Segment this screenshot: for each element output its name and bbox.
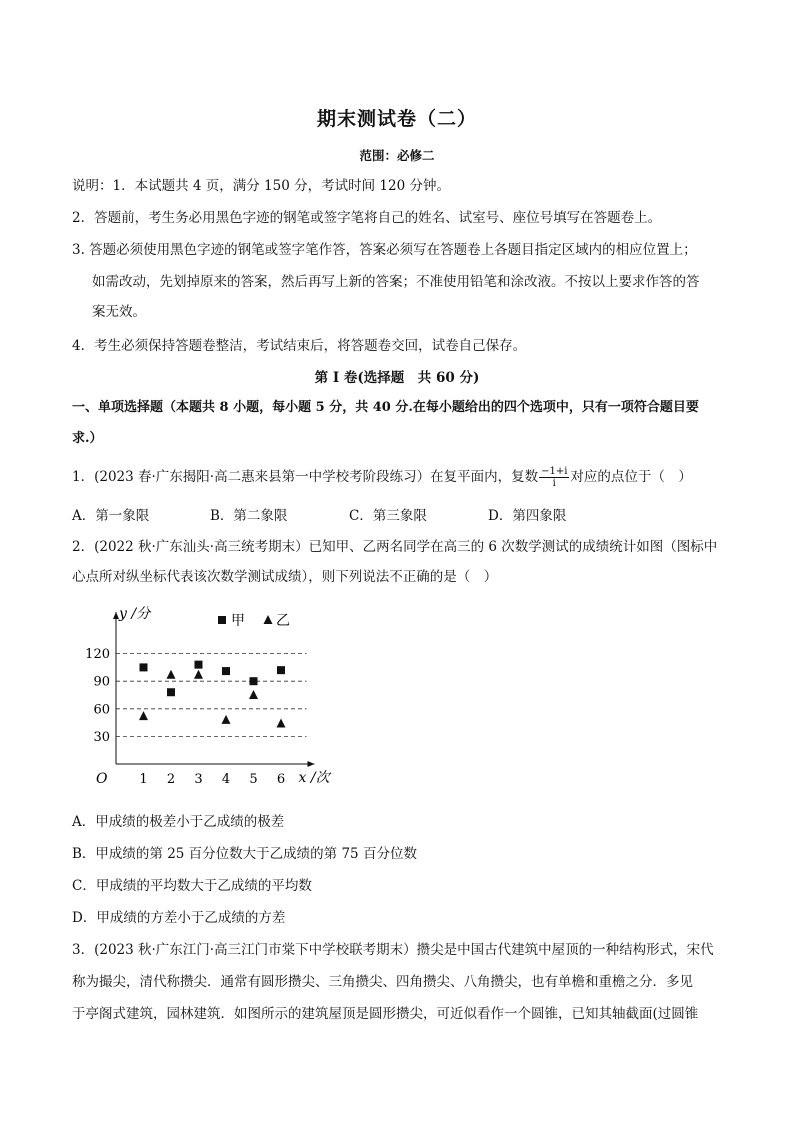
yi-point-5 xyxy=(249,690,258,699)
q1-fraction xyxy=(539,466,569,489)
x-axis-label: x /次 xyxy=(298,770,330,786)
jia-point-6 xyxy=(277,666,285,674)
origin-label: O xyxy=(96,771,108,787)
question-3-line-1: 3．(2023 秋·广东江门·高三江门市棠下中学校联考期末）攒尖是中国古代建筑中屋顶的一种结构形式，宋代 xyxy=(72,942,714,958)
q2-option-a: A．甲成绩的极差小于乙成绩的极差 xyxy=(72,814,285,830)
jia-point-2 xyxy=(167,688,175,696)
question-3-line-2: 称为撮尖，清代称攒尖．通常有圆形攒尖、三角攒尖、四角攒尖、八角攒尖，也有单檐和重檐之分．多见 xyxy=(72,974,693,990)
jia-point-4 xyxy=(222,667,230,675)
question-1-stem xyxy=(72,466,692,489)
x-tick-label-5: 5 xyxy=(249,772,258,787)
yi-point-3 xyxy=(194,670,203,679)
q2-option-b: B．甲成绩的第 25 百分位数大于乙成绩的第 75 百分位数 xyxy=(72,846,417,862)
q1-option-d: D．第四象限 xyxy=(488,508,567,524)
x-tick-label-4: 4 xyxy=(221,772,231,787)
q1-option-c: C．第三象限 xyxy=(349,508,427,524)
legend-yi-label: 乙 xyxy=(276,613,290,629)
legend-jia-marker xyxy=(218,616,226,624)
score-scatter-chart xyxy=(72,602,342,792)
page-subtitle: 范围：必修二 xyxy=(359,148,435,163)
jia-point-5 xyxy=(250,677,258,685)
page-title: 期末测试卷（二） xyxy=(316,108,477,130)
q1-frac-den: i xyxy=(552,478,556,489)
legend-jia-label: 甲 xyxy=(231,613,245,629)
x-tick-label-6: 6 xyxy=(276,772,286,787)
q1-stem-before: 1．(2023 春·广东揭阳·高二惠来县第一中学校考阶段练习）在复平面内，复数 xyxy=(72,469,539,485)
question-2-stem-2: 心点所对纵坐标代表该次数学测试成绩），则下列说法不正确的是（ ） xyxy=(72,569,498,585)
instruction-1: 说明：1．本试题共 4 页，满分 150 分，考试时间 120 分钟。 xyxy=(72,178,450,194)
instruction-3c: 案无效。 xyxy=(92,304,146,320)
instruction-2: 2．答题前，考生务必用黑色字迹的钢笔或签字笔将自己的姓名、试室号、座位号填写在答题卷上。 xyxy=(72,210,662,226)
instruction-3b: 如需改动，先划掉原来的答案，然后再写上新的答案；不准使用铅笔和涂改液。不按以上要求作答的答 xyxy=(92,274,700,290)
part-heading-cont: 求.） xyxy=(72,431,103,446)
y-tick-label-120: 120 xyxy=(85,647,110,663)
legend-yi-marker xyxy=(264,615,273,624)
instruction-4: 4．考生必须保持答题卷整洁，考试结束后，将答题卷交回，试卷自己保存。 xyxy=(72,338,527,354)
yi-point-1 xyxy=(139,711,148,720)
jia-point-1 xyxy=(140,663,148,671)
jia-point-3 xyxy=(195,661,203,669)
q1-frac-num: −1+i xyxy=(541,466,568,477)
question-2-stem-1: 2．(2022 秋·广东汕头·高三统考期末）已知甲、乙两名同学在高三的 6 次数学测试的成绩统计如图（图标中 xyxy=(72,539,718,555)
instruction-3a: 3. 答题必须使用黑色字迹的钢笔或签字笔作答，答案必须写在答题卷上各题目指定区域内的相应位置上； xyxy=(72,242,697,258)
x-tick-label-1: 1 xyxy=(139,772,148,787)
q1-stem-after: 对应的点位于（ ） xyxy=(570,469,692,485)
y-tick-label-90: 90 xyxy=(93,674,110,690)
q2-option-c: C．甲成绩的平均数大于乙成绩的平均数 xyxy=(72,878,312,894)
x-tick-label-2: 2 xyxy=(166,772,176,787)
q1-option-b: B．第二象限 xyxy=(210,508,288,524)
yi-point-6 xyxy=(277,719,286,728)
yi-point-2 xyxy=(167,670,176,679)
part-heading: 一、单项选择题（本题共 8 小题，每小题 5 分，共 40 分.在每小题给出的四个选项中，只有一项符合题目要 xyxy=(72,400,699,415)
q1-option-a: A．第一象限 xyxy=(72,508,150,524)
yi-point-4 xyxy=(222,715,231,724)
section-title: 第 I 卷(选择题 共 60 分) xyxy=(314,370,480,386)
question-3-line-3: 于亭阁式建筑，园林建筑．如图所示的建筑屋顶是圆形攒尖，可近似看作一个圆锥，已知其轴截面(过圆锥 xyxy=(72,1006,699,1022)
y-axis-label: y /分 xyxy=(119,606,151,622)
x-tick-label-3: 3 xyxy=(194,772,203,787)
y-tick-label-60: 60 xyxy=(93,702,110,718)
q2-option-d: D．甲成绩的方差小于乙成绩的方差 xyxy=(72,910,286,926)
x-axis-arrow xyxy=(308,761,315,767)
y-tick-label-30: 30 xyxy=(93,729,110,745)
